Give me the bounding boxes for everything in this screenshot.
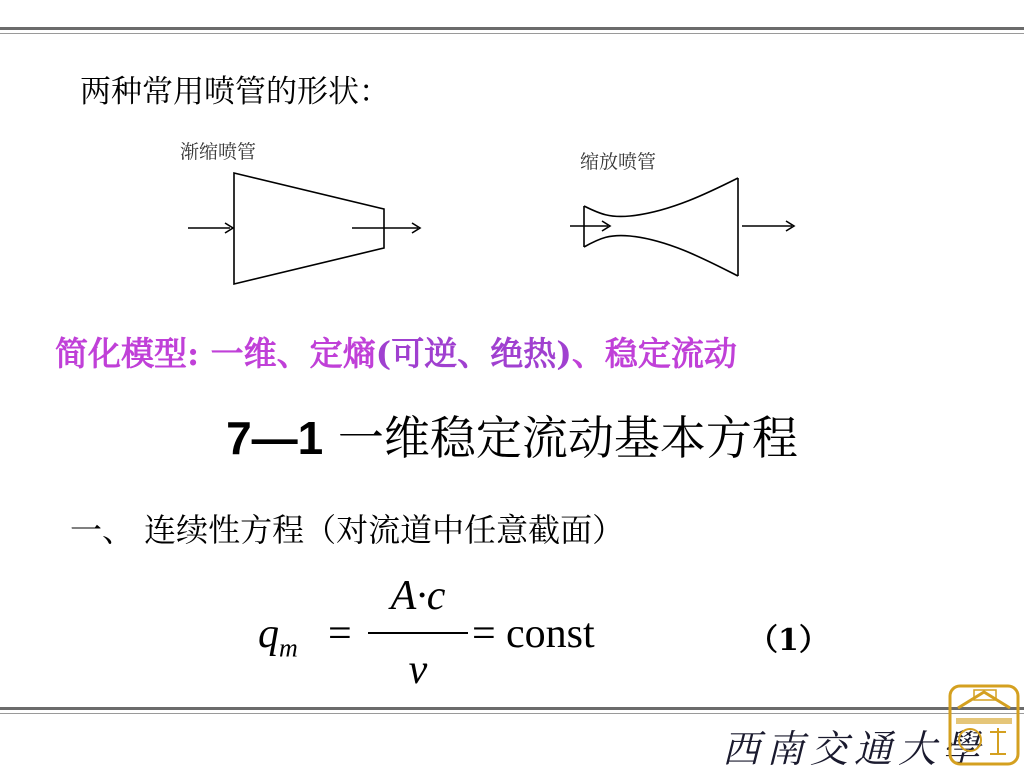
continuity-formula: [250, 572, 650, 700]
section-title: [0, 402, 1024, 468]
nozzle-diagram: [0, 120, 1024, 320]
slide-heading: 两种常用喷管的形状：: [80, 74, 390, 110]
model-text-a: 简化模型: 一维、定熵: [55, 334, 376, 373]
formula-equals-2: =: [472, 611, 496, 657]
bottom-rule-thin: [0, 713, 1024, 714]
model-text-b: (可逆、绝热): [375, 334, 572, 373]
laval-nozzle-shape: [570, 178, 794, 276]
formula-rhs: const: [506, 611, 595, 657]
top-rule: [0, 27, 1024, 30]
convergent-nozzle-shape: [188, 173, 420, 284]
formula-numerator: A·c: [390, 573, 446, 619]
university-seal-icon: [944, 682, 1024, 768]
model-text-c: 、稳定流动: [571, 334, 737, 373]
formula-denominator: v: [408, 647, 428, 693]
formula-equals-1: =: [328, 611, 352, 657]
bottom-rule: [0, 707, 1024, 710]
university-wordmark: 西南交通大學: [722, 727, 987, 771]
formula-lhs-sub: m: [279, 633, 298, 663]
nozzle-left-label: 渐缩喷管: [180, 141, 257, 163]
equation-number: （1）: [748, 623, 829, 658]
section-title-text: 一维稳定流动基本方程: [323, 411, 798, 465]
section-number: 7—1: [226, 412, 324, 464]
top-rule-thin: [0, 33, 1024, 34]
nozzle-right-label: 缩放喷管: [580, 151, 657, 173]
subheading: 一、 连续性方程（对流道中任意截面）: [70, 511, 625, 549]
formula-lhs: $q_m$: [258, 611, 298, 663]
formula-fraction-bar: [368, 632, 468, 634]
simplified-model-line: [55, 328, 737, 375]
